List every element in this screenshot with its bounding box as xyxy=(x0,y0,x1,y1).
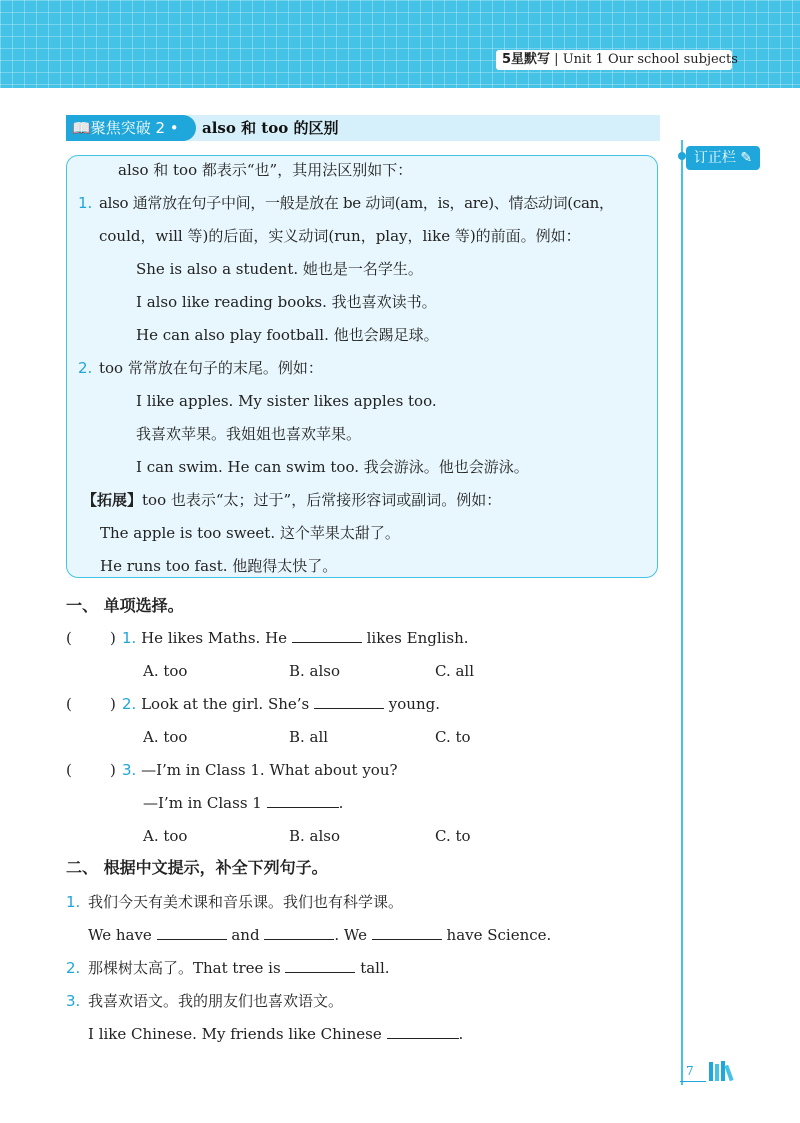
page-number-rule xyxy=(680,1081,706,1082)
tip-num-1: 1. xyxy=(78,194,93,212)
tip-intro: also 和 too 都表示“也”，其用法区别如下： xyxy=(118,161,413,179)
answer-bracket-3[interactable]: ( ) xyxy=(66,761,116,779)
unit-title: Unit 1 Our school subjects xyxy=(562,52,738,67)
tip-example-6: I can swim. He can swim too. 我会游泳。他也会游泳。 xyxy=(136,458,529,476)
s1-chinese: 我们今天有美术课和音乐课。我们也有科学课。 xyxy=(88,893,404,911)
tip-p2-line: too 常常放在句子的末尾。例如： xyxy=(99,359,323,377)
q3-option-a[interactable]: A. too xyxy=(143,827,188,845)
tip-num-2: 2. xyxy=(78,359,93,377)
blank-s1-3[interactable] xyxy=(372,925,442,940)
correction-column-dot xyxy=(678,152,686,160)
answer-bracket-1[interactable]: ( ) xyxy=(66,629,116,647)
book-icon: 📖 xyxy=(72,119,91,137)
question-1: 1. He likes Maths. He likes English. xyxy=(122,629,469,647)
q2-option-c[interactable]: C. to xyxy=(435,728,471,746)
q1-option-c[interactable]: C. all xyxy=(435,662,475,680)
section-title: also 和 too 的区别 xyxy=(202,119,339,137)
part1-heading: 一、 单项选择。 xyxy=(66,596,184,615)
tip-example-5: 我喜欢苹果。我姐姐也喜欢苹果。 xyxy=(136,425,362,443)
blank-s1-2[interactable] xyxy=(264,925,334,940)
blank-q2[interactable] xyxy=(314,694,384,709)
header-banner xyxy=(0,0,800,88)
page-number: 7 xyxy=(686,1064,694,1078)
series-name: 5星默写 xyxy=(502,52,551,67)
tip-example-3: He can also play football. 他也会踢足球。 xyxy=(136,326,439,344)
q2-option-a[interactable]: A. too xyxy=(143,728,188,746)
q1-option-b[interactable]: B. also xyxy=(289,662,341,680)
blank-q1[interactable] xyxy=(292,628,362,643)
blank-q3[interactable] xyxy=(267,793,339,808)
tip-p1-line1: also 通常放在句子中间，一般是放在 be 动词(am，is，are)、情态动词(can， xyxy=(99,194,614,212)
q3-option-b[interactable]: B. also xyxy=(289,827,341,845)
blank-s3[interactable] xyxy=(387,1024,459,1039)
tip-example-4: I like apples. My sister likes apples too. xyxy=(136,392,437,410)
question-2: 2. Look at the girl. She’s young. xyxy=(122,695,440,713)
blank-s2[interactable] xyxy=(285,958,355,973)
part2-heading: 二、 根据中文提示，补全下列句子。 xyxy=(66,858,328,877)
q3-option-c[interactable]: C. to xyxy=(435,827,471,845)
blank-s1-1[interactable] xyxy=(157,925,227,940)
tip-extension: 【拓展】too 也表示“太；过于”，后常接形容词或副词。例如： xyxy=(82,491,502,509)
header-title-pill: 5星默写 | Unit 1 Our school subjects xyxy=(496,50,732,70)
question-3-line2: —I’m in Class 1 . xyxy=(143,794,344,812)
s3-english: I like Chinese. My friends like Chinese . xyxy=(88,1025,464,1043)
tip-example-7: The apple is too sweet. 这个苹果太甜了。 xyxy=(100,524,400,542)
tip-p1-line2: could，will 等)的后面，实义动词(run，play，like 等)的前面。例如： xyxy=(99,227,581,245)
tip-example-2: I also like reading books. 我也喜欢读书。 xyxy=(136,293,437,311)
s3-chinese: 我喜欢语文。我的朋友们也喜欢语文。 xyxy=(88,992,344,1010)
s3-num: 3. xyxy=(66,992,81,1010)
correction-tag: 订正栏 ✎ xyxy=(686,146,760,170)
q1-option-a[interactable]: A. too xyxy=(143,662,188,680)
correction-column-line xyxy=(681,140,683,1085)
s1-english: We have and . We have Science. xyxy=(88,926,552,944)
s1-num: 1. xyxy=(66,893,81,911)
q2-option-b[interactable]: B. all xyxy=(289,728,329,746)
answer-bracket-2[interactable]: ( ) xyxy=(66,695,116,713)
books-icon xyxy=(708,1060,736,1082)
s2-sentence: 那棵树太高了。That tree is tall. xyxy=(88,959,390,977)
s2-num: 2. xyxy=(66,959,81,977)
extension-label: 【拓展】 xyxy=(82,491,143,509)
tip-example-8: He runs too fast. 他跑得太快了。 xyxy=(100,557,338,575)
section-badge: 📖聚焦突破 2 • xyxy=(66,115,196,141)
question-3: 3. —I’m in Class 1. What about you? xyxy=(122,761,398,779)
tip-example-1: She is also a student. 她也是一名学生。 xyxy=(136,260,423,278)
pencil-icon: ✎ xyxy=(740,150,753,166)
